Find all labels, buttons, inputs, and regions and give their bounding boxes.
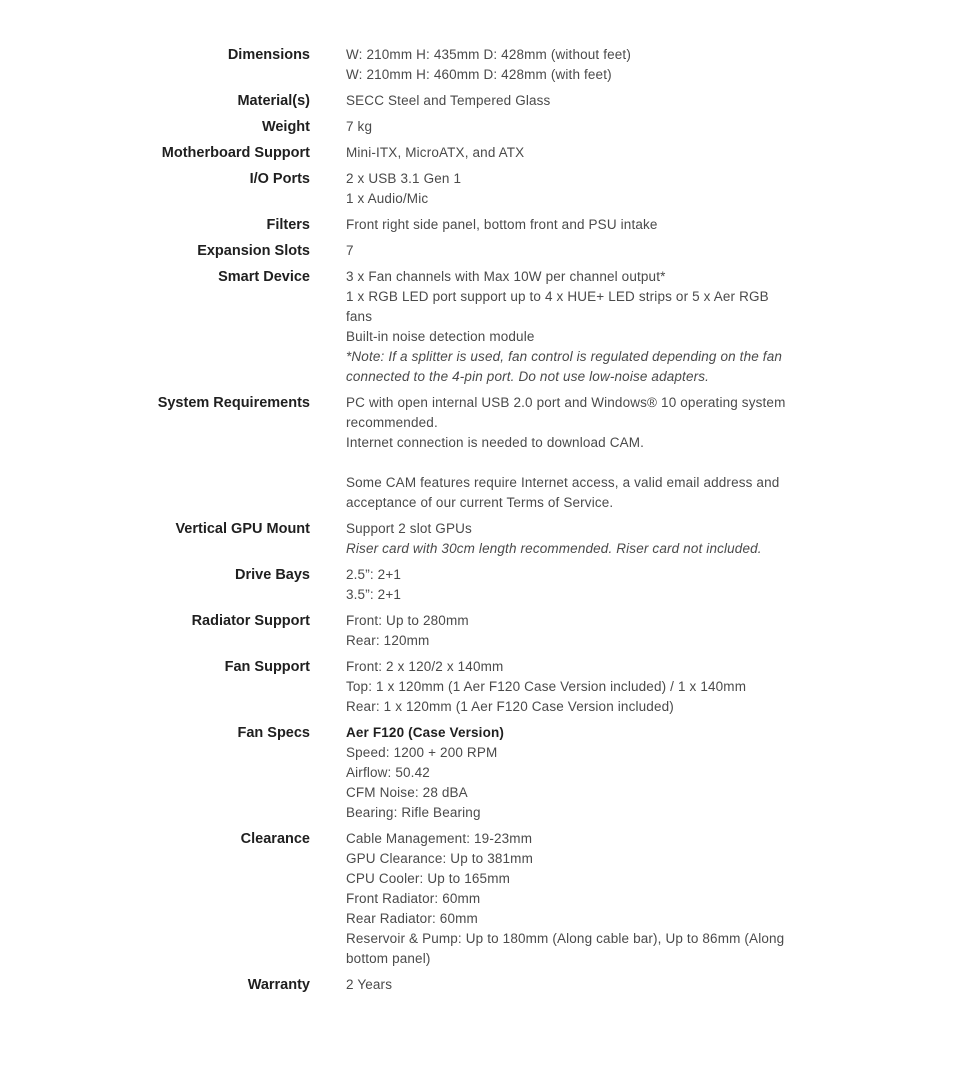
spec-label-fan-specs: Fan Specs [237, 725, 310, 741]
spec-value-line: Front Radiator: 60mm [346, 891, 481, 906]
spec-value-line: CPU Cooler: Up to 165mm [346, 871, 511, 886]
spec-value-line: SECC Steel and Tempered Glass [346, 93, 551, 108]
spec-value-filters [346, 215, 791, 235]
spec-label-system-requirements: System Requirements [157, 395, 310, 411]
spec-row-drive-bays [0, 565, 960, 605]
spec-value-line: Top: 1 x 120mm (1 Aer F120 Case Version included) / 1 x 140mm [346, 679, 747, 694]
spec-label-expansion-slots: Expansion Slots [197, 243, 310, 259]
spec-value-line: *Note: If a splitter is used, fan control is regulated depending on the fan connected to the 4-pin port. Do not use low-noise adapters. [346, 349, 783, 384]
spec-row-filters [0, 215, 960, 235]
spec-value-line [346, 453, 791, 473]
spec-value-line: 3.5”: 2+1 [346, 587, 402, 602]
spec-value-line: Front: Up to 280mm [346, 613, 469, 628]
spec-value-line: Some CAM features require Internet access, a valid email address and acceptance of our current Terms of Service. [346, 475, 780, 510]
spec-value-line: 1 x RGB LED port support up to 4 x HUE+ LED strips or 5 x Aer RGB fans [346, 289, 769, 324]
spec-value-clearance [346, 829, 791, 969]
spec-label-dimensions: Dimensions [227, 47, 310, 63]
spec-value-line: W: 210mm H: 435mm D: 428mm (without feet) [346, 47, 631, 62]
spec-row-fan-support [0, 657, 960, 717]
spec-value-line: Front right side panel, bottom front and PSU intake [346, 217, 658, 232]
spec-value-line: 2 Years [346, 977, 393, 992]
spec-value-fan-support [346, 657, 791, 717]
spec-value-line: Riser card with 30cm length recommended. Riser card not included. [346, 541, 762, 556]
spec-label-weight: Weight [261, 119, 310, 135]
spec-value-fan-specs [346, 723, 791, 823]
spec-label-vertical-gpu-mount: Vertical GPU Mount [175, 521, 310, 537]
spec-value-line: Bearing: Rifle Bearing [346, 805, 481, 820]
spec-value-expansion-slots [346, 241, 791, 261]
spec-value-line: 7 [346, 243, 354, 258]
spec-value-line: 7 kg [346, 119, 373, 134]
spec-value-smart-device [346, 267, 791, 387]
spec-label-smart-device: Smart Device [218, 269, 310, 285]
spec-value-line: 2 x USB 3.1 Gen 1 [346, 171, 462, 186]
spec-value-line: Built-in noise detection module [346, 329, 535, 344]
spec-value-line: Speed: 1200 + 200 RPM [346, 745, 498, 760]
spec-value-line: Airflow: 50.42 [346, 765, 430, 780]
spec-value-line: Internet connection is needed to download CAM. [346, 435, 645, 450]
spec-row-dimensions [0, 45, 960, 85]
spec-label-materials: Material(s) [237, 93, 310, 109]
spec-row-system-requirements [0, 393, 960, 513]
spec-value-materials [346, 91, 791, 111]
spec-value-system-requirements [346, 393, 791, 513]
spec-label-fan-support: Fan Support [224, 659, 310, 675]
spec-row-motherboard-support [0, 143, 960, 163]
spec-value-line: W: 210mm H: 460mm D: 428mm (with feet) [346, 67, 612, 82]
spec-value-line: Mini-ITX, MicroATX, and ATX [346, 145, 525, 160]
spec-label-io-ports: I/O Ports [249, 171, 310, 187]
spec-value-line: GPU Clearance: Up to 381mm [346, 851, 533, 866]
spec-value-line: Cable Management: 19-23mm [346, 831, 533, 846]
spec-value-line: Reservoir & Pump: Up to 180mm (Along cable bar), Up to 86mm (Along bottom panel) [346, 931, 785, 966]
spec-label-filters: Filters [266, 217, 310, 233]
spec-row-vertical-gpu-mount [0, 519, 960, 559]
spec-value-line: Aer F120 (Case Version) [346, 725, 505, 740]
spec-value-line: 1 x Audio/Mic [346, 191, 429, 206]
spec-table [0, 45, 960, 1001]
spec-value-line: Front: 2 x 120/2 x 140mm [346, 659, 504, 674]
spec-value-motherboard-support [346, 143, 791, 163]
spec-row-expansion-slots [0, 241, 960, 261]
spec-row-smart-device [0, 267, 960, 387]
spec-label-warranty: Warranty [247, 977, 310, 993]
spec-value-line: Support 2 slot GPUs [346, 521, 472, 536]
spec-row-materials [0, 91, 960, 111]
spec-value-line: Rear: 120mm [346, 633, 430, 648]
spec-value-line: Rear Radiator: 60mm [346, 911, 478, 926]
spec-value-line: 3 x Fan channels with Max 10W per channel output* [346, 269, 666, 284]
spec-row-io-ports [0, 169, 960, 209]
spec-value-io-ports [346, 169, 791, 209]
spec-value-radiator-support [346, 611, 791, 651]
spec-value-weight [346, 117, 791, 137]
spec-value-dimensions [346, 45, 791, 85]
spec-value-line: CFM Noise: 28 dBA [346, 785, 468, 800]
spec-value-line: PC with open internal USB 2.0 port and Windows® 10 operating system recommended. [346, 395, 786, 430]
spec-label-motherboard-support: Motherboard Support [161, 145, 310, 161]
spec-row-clearance [0, 829, 960, 969]
spec-label-radiator-support: Radiator Support [191, 613, 310, 629]
spec-label-drive-bays: Drive Bays [235, 567, 310, 583]
spec-value-warranty [346, 975, 791, 995]
spec-value-line: 2.5”: 2+1 [346, 567, 402, 582]
spec-value-drive-bays [346, 565, 791, 605]
spec-label-clearance: Clearance [240, 831, 310, 847]
spec-value-vertical-gpu-mount [346, 519, 791, 559]
spec-value-line: Rear: 1 x 120mm (1 Aer F120 Case Version included) [346, 699, 674, 714]
spec-row-weight [0, 117, 960, 137]
spec-row-fan-specs [0, 723, 960, 823]
spec-row-radiator-support [0, 611, 960, 651]
spec-row-warranty [0, 975, 960, 995]
